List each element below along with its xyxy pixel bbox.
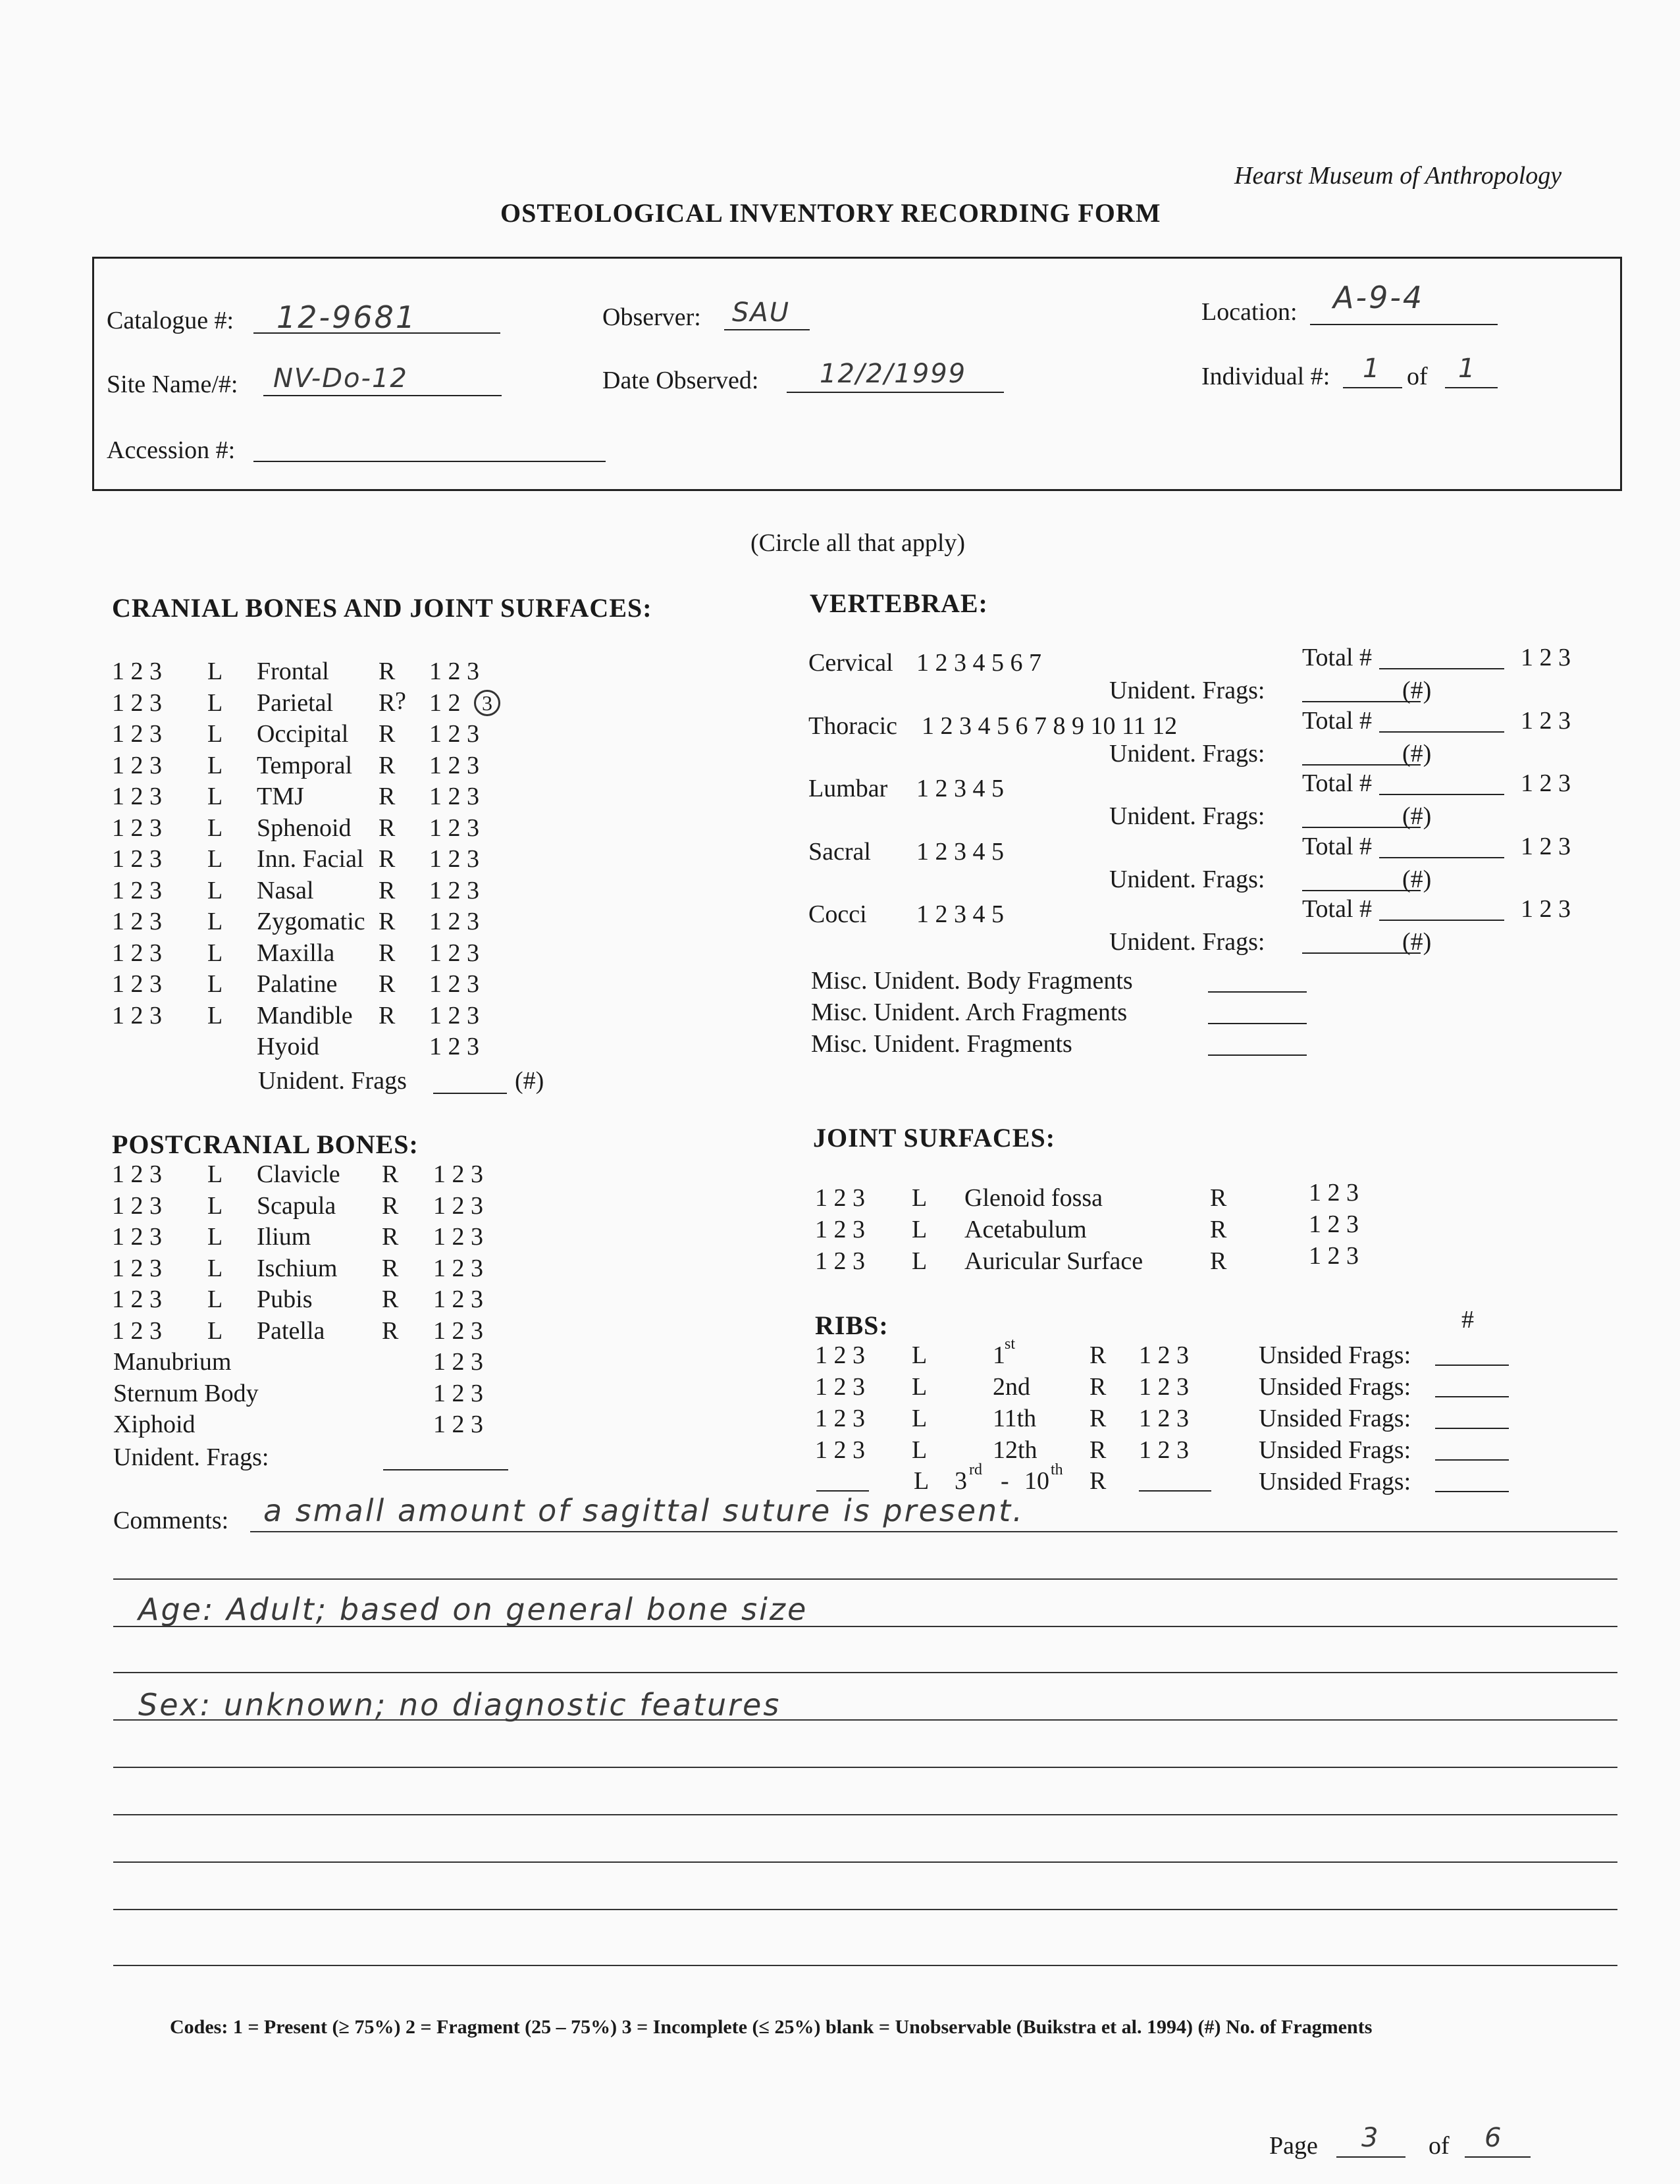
observer-label: Observer: [602,303,701,331]
site-value: NV-Do-12 [273,363,408,394]
total-scores[interactable]: 1 2 3 [1521,832,1571,860]
left-scores[interactable]: 1 2 3 [112,1254,162,1282]
total-field[interactable] [1379,857,1504,858]
unsided-frags-label: Unsided Frags: [1259,1341,1411,1369]
location-field[interactable] [1310,324,1498,325]
comment-line[interactable] [113,1578,1617,1580]
comment-text-1: a small amount of sagittal suture is present. [263,1493,1024,1528]
bone-name: Mandible [257,1001,353,1029]
side-left-label: L [207,689,223,717]
left-scores[interactable]: 1 2 3 [815,1373,865,1401]
side-right-label: R [379,1001,396,1029]
misc-fragments-field[interactable] [1208,1023,1307,1024]
unsided-frags-field[interactable] [1435,1491,1509,1492]
side-left-label: L [207,1286,223,1313]
rib-range-dash: - [1001,1467,1009,1495]
comment-line[interactable] [113,1767,1617,1768]
side-left-label: L [207,1001,223,1029]
side-left-label: L [207,783,223,810]
bone-name: Parietal [257,689,334,717]
individual-value: 1 [1363,353,1381,384]
side-left-label: L [914,1467,930,1495]
date-label: Date Observed: [602,367,759,394]
instructions: (Circle all that apply) [750,529,966,557]
total-field[interactable] [1379,920,1504,921]
rib-number: 1 [993,1341,1005,1369]
vertebra-numbers[interactable]: 1 2 3 4 5 [916,775,1004,802]
misc-fragments-label: Misc. Unident. Arch Fragments [811,999,1128,1026]
unsided-frags-field[interactable] [1435,1365,1509,1366]
comment-line[interactable] [113,1909,1617,1910]
left-scores[interactable]: 1 2 3 [815,1436,865,1464]
side-left-label: L [207,814,223,842]
right-scores[interactable]: 1 2 3 [429,876,479,904]
of-label: of [1407,363,1428,390]
circled-score[interactable]: 3 [474,690,500,716]
cranial-heading: CRANIAL BONES AND JOINT SURFACES: [112,593,652,623]
cranial-unident-unit: (#) [515,1067,544,1095]
comments-label: Comments: [113,1507,229,1534]
bone-name: Inn. Facial [257,845,364,873]
side-right-label: R [1089,1373,1107,1401]
side-right-label: R [379,751,396,779]
left-scores[interactable]: 1 2 3 [112,970,162,998]
bone-name: Sternum Body [113,1379,259,1407]
page-total: 6 [1484,2123,1503,2153]
vertebra-numbers[interactable]: 1 2 3 4 5 6 7 [916,649,1041,677]
unident-label: Unident. Frags: [1109,865,1265,893]
right-scores[interactable]: 1 2 3 [1139,1436,1189,1464]
right-scores[interactable]: 1 2 3 [429,845,479,873]
right-scores[interactable]: 1 2 3 [433,1411,483,1438]
unident-unit: (#) [1402,677,1432,704]
side-right-label: R [382,1286,399,1313]
right-scores[interactable]: 1 2 [429,689,461,717]
side-left-label: L [207,1160,223,1188]
left-scores[interactable]: 1 2 3 [815,1247,865,1275]
comment-text-2: Age: Adult; based on general bone size [138,1592,808,1627]
side-left-label: L [207,1254,223,1282]
right-scores[interactable]: 1 2 3 [429,939,479,967]
unsided-frags-label: Unsided Frags: [1259,1373,1411,1401]
left-scores[interactable]: 1 2 3 [112,751,162,779]
right-scores[interactable]: 1 2 3 [429,751,479,779]
bone-name: Manubrium [113,1348,232,1376]
unident-unit: (#) [1402,865,1432,893]
rib-number: 12th [993,1436,1037,1464]
postcranial-heading: POSTCRANIAL BONES: [112,1130,419,1159]
side-right-label: R [382,1254,399,1282]
left-scores[interactable]: 1 2 3 [815,1184,865,1212]
rib-number-suffix: st [1005,1336,1016,1353]
joint-name: Auricular Surface [964,1247,1143,1275]
side-left-label: L [207,1223,223,1251]
right-scores[interactable]: 1 2 3 [1309,1242,1359,1270]
bone-name: Ischium [257,1254,338,1282]
right-scores[interactable]: 1 2 3 [433,1160,483,1188]
catalogue-label: Catalogue #: [107,307,234,334]
vertebra-name: Thoracic [808,712,898,740]
bone-name: Occipital [257,720,349,748]
total-label: Total # [1302,895,1373,923]
comment-line[interactable] [113,1965,1617,1966]
bone-name: Sphenoid [257,814,352,842]
right-scores[interactable]: 1 2 3 [429,720,479,748]
side-left-label: L [207,939,223,967]
side-left-label: L [207,720,223,748]
unident-unit: (#) [1402,802,1432,830]
rib-number: 11th [993,1405,1037,1432]
comment-line[interactable] [250,1531,1617,1532]
right-scores[interactable]: 1 2 3 [433,1223,483,1251]
side-right-label: R [382,1223,399,1251]
total-field[interactable] [1379,668,1504,669]
right-scores[interactable]: 1 2 3 [429,1033,479,1060]
cranial-unident-field[interactable] [433,1093,507,1094]
individual-label: Individual #: [1201,363,1330,390]
individual-total-value: 1 [1458,353,1477,384]
left-scores[interactable]: 1 2 3 [815,1405,865,1432]
rib-number: 2nd [993,1373,1030,1401]
side-right-label: R [1089,1436,1107,1464]
page-total-field[interactable] [1465,2156,1531,2158]
side-right-label: R [1210,1216,1227,1243]
misc-fragments-field[interactable] [1208,991,1307,993]
site-field[interactable] [263,395,502,396]
bone-name: Zygomatic [257,908,365,935]
side-right-label: R [382,1160,399,1188]
cranial-unident-label: Unident. Frags [258,1067,407,1095]
left-scores[interactable]: 1 2 3 [112,720,162,748]
side-right-label: R [379,783,396,810]
right-scores[interactable]: 1 2 3 [1309,1210,1359,1238]
side-left-label: L [207,1191,223,1220]
total-scores[interactable]: 1 2 3 [1521,769,1571,797]
total-label: Total # [1302,706,1373,735]
page-current: 3 [1361,2123,1380,2153]
unident-label: Unident. Frags: [1109,739,1265,767]
unsided-frags-label: Unsided Frags: [1259,1436,1411,1464]
side-right-label: R [379,814,396,842]
left-scores[interactable]: 1 2 3 [112,1316,162,1345]
side-right-label: R [382,1316,399,1345]
left-scores[interactable]: 1 2 3 [112,658,162,685]
uncertain-mark: ? [395,687,406,715]
side-left-label: L [912,1341,928,1369]
postcranial-unident-field[interactable] [383,1469,508,1470]
right-scores[interactable]: 1 2 3 [429,908,479,935]
joint-heading: JOINT SURFACES: [813,1123,1056,1153]
side-right-label: R [1089,1467,1107,1495]
institution-name: Hearst Museum of Anthropology [1234,162,1562,190]
left-scores[interactable]: 1 2 3 [112,1001,162,1029]
misc-fragments-field[interactable] [1208,1054,1307,1056]
bone-name: Palatine [257,970,338,998]
side-right-label: R [379,876,396,904]
right-scores[interactable]: 1 2 3 [1139,1373,1189,1401]
left-scores[interactable]: 1 2 3 [112,939,162,967]
comment-line[interactable] [113,1672,1617,1673]
side-left-label: L [912,1436,928,1464]
side-right-label: R [382,1191,399,1220]
side-left-label: L [912,1373,928,1401]
rib-range-end: 10 [1024,1467,1049,1495]
side-left-label: L [207,908,223,935]
right-scores[interactable]: 1 2 3 [1309,1179,1359,1207]
side-left-label: L [207,751,223,779]
left-scores[interactable]: 1 2 3 [112,1223,162,1251]
location-label: Location: [1201,298,1298,326]
side-left-label: L [207,876,223,904]
side-right-label: R [379,845,396,873]
bone-name: Pubis [257,1286,313,1313]
right-scores[interactable]: 1 2 3 [429,783,479,810]
right-scores[interactable]: 1 2 3 [1139,1405,1189,1432]
unident-unit: (#) [1402,739,1432,767]
total-label: Total # [1302,769,1373,797]
individual-total-field[interactable] [1445,387,1498,388]
side-left-label: L [207,970,223,998]
side-left-label: L [207,658,223,685]
vertebrae-heading: VERTEBRAE: [810,588,988,618]
comment-text-3: Sex: unknown; no diagnostic features [138,1687,781,1723]
left-scores[interactable]: 1 2 3 [112,1160,162,1188]
right-scores[interactable]: 1 2 3 [429,1001,479,1029]
unident-unit: (#) [1402,928,1432,956]
bone-name: Xiphoid [113,1411,196,1438]
page-current-field[interactable] [1336,2156,1405,2158]
right-scores[interactable]: 1 2 3 [433,1379,483,1407]
site-label: Site Name/#: [107,371,238,398]
unident-label: Unident. Frags: [1109,802,1265,830]
unsided-frags-field[interactable] [1435,1459,1509,1461]
left-scores[interactable]: 1 2 3 [112,689,162,717]
left-scores[interactable]: 1 2 3 [112,814,162,842]
total-field[interactable] [1379,731,1504,733]
bone-name: Hyoid [257,1033,319,1060]
side-right-label: R [1089,1405,1107,1432]
observer-value: SAU [732,298,791,328]
side-left-label: L [207,1316,223,1345]
observer-field[interactable] [724,329,810,330]
side-right-label: R [1210,1184,1227,1212]
vertebra-name: Sacral [808,837,871,866]
right-scores[interactable]: 1 2 3 [433,1254,483,1282]
side-right-label: R [1210,1247,1227,1275]
right-scores[interactable]: 1 2 3 [433,1348,483,1376]
right-scores[interactable]: 1 2 3 [433,1191,483,1220]
side-right-label: R [1089,1341,1107,1369]
bone-name: Scapula [257,1191,336,1220]
unident-label: Unident. Frags: [1109,928,1265,956]
left-scores[interactable]: 1 2 3 [112,845,162,873]
location-value: A-9-4 [1333,280,1425,315]
total-scores[interactable]: 1 2 3 [1521,644,1571,671]
left-scores[interactable]: 1 2 3 [112,876,162,904]
date-field[interactable] [787,392,1004,393]
vertebra-numbers[interactable]: 1 2 3 4 5 [916,837,1004,866]
ribs-hash: # [1461,1306,1474,1334]
side-left-label: L [912,1184,928,1212]
page-of-label: of [1429,2132,1450,2160]
rib-range-start: 3 [955,1467,967,1495]
right-scores[interactable]: 1 2 3 [429,814,479,842]
side-right-label: R [379,720,396,748]
left-scores[interactable]: 1 2 3 [815,1341,865,1369]
side-left-label: L [912,1216,928,1243]
total-label: Total # [1302,832,1373,860]
individual-field[interactable] [1343,387,1402,388]
bone-name: Clavicle [257,1160,340,1188]
bone-name: Nasal [257,876,314,904]
ribs-heading: RIBS: [815,1311,889,1340]
bone-name: Temporal [257,751,353,779]
catalogue-value: 12-9681 [276,299,417,335]
joint-name: Acetabulum [964,1216,1087,1243]
bone-name: Patella [257,1316,325,1345]
right-scores[interactable]: 1 2 3 [433,1316,483,1345]
side-right-label: R [379,689,396,717]
right-scores[interactable]: 1 2 3 [1139,1341,1189,1369]
side-right-label: R [379,658,396,685]
total-scores[interactable]: 1 2 3 [1521,895,1571,923]
side-right-label: R [379,908,396,935]
codes-legend: Codes: 1 = Present (≥ 75%) 2 = Fragment (25 – 75%) 3 = Incomplete (≤ 25%) blank = Unobservable (Buikstra et al. 1994) (#) No. of Fragments [170,2016,1373,2038]
right-scores[interactable]: 1 2 3 [433,1286,483,1313]
bone-name: Ilium [257,1223,311,1251]
accession-field[interactable] [253,461,606,462]
side-left-label: L [912,1405,928,1432]
accession-label: Accession #: [107,436,236,464]
left-scores[interactable]: 1 2 3 [112,783,162,810]
left-scores[interactable]: 1 2 3 [815,1216,865,1243]
date-value: 12/2/1999 [820,359,967,389]
unsided-frags-label: Unsided Frags: [1259,1405,1411,1432]
unsided-frags-label: Unsided Frags: [1259,1468,1411,1495]
side-left-label: L [207,845,223,873]
side-right-label: R [379,970,396,998]
vertebra-numbers[interactable]: 1 2 3 4 5 [916,900,1004,928]
right-scores[interactable]: 1 2 3 [429,658,479,685]
left-scores[interactable]: 1 2 3 [112,908,162,935]
comment-line[interactable] [113,1814,1617,1815]
page-label: Page [1269,2132,1318,2160]
unsided-frags-field[interactable] [1435,1428,1509,1429]
total-label: Total # [1302,644,1373,671]
rib-mid-left-field[interactable] [816,1490,869,1492]
vertebra-name: Cocci [808,900,867,928]
left-scores[interactable]: 1 2 3 [112,1286,162,1313]
rib-range-end-suffix: th [1051,1461,1063,1478]
comment-line[interactable] [113,1861,1617,1863]
misc-fragments-label: Misc. Unident. Fragments [811,1030,1072,1058]
total-field[interactable] [1379,794,1504,795]
unident-label: Unident. Frags: [1109,677,1265,704]
misc-fragments-label: Misc. Unident. Body Fragments [811,967,1133,995]
unsided-frags-field[interactable] [1435,1396,1509,1397]
postcranial-unident-label: Unident. Frags: [113,1443,269,1471]
vertebra-name: Cervical [808,649,893,677]
side-right-label: R [379,939,396,967]
bone-name: Frontal [257,658,329,685]
total-scores[interactable]: 1 2 3 [1521,706,1571,735]
vertebra-numbers[interactable]: 1 2 3 4 5 6 7 8 9 10 11 12 [922,712,1178,740]
rib-range-start-suffix: rd [969,1461,982,1478]
form-title: OSTEOLOGICAL INVENTORY RECORDING FORM [500,198,1161,228]
left-scores[interactable]: 1 2 3 [112,1191,162,1220]
right-scores[interactable]: 1 2 3 [429,970,479,998]
bone-name: Maxilla [257,939,335,967]
joint-name: Glenoid fossa [964,1184,1103,1212]
side-left-label: L [912,1247,928,1275]
vertebra-name: Lumbar [808,775,888,802]
rib-mid-right-field[interactable] [1139,1490,1211,1492]
bone-name: TMJ [257,783,304,810]
